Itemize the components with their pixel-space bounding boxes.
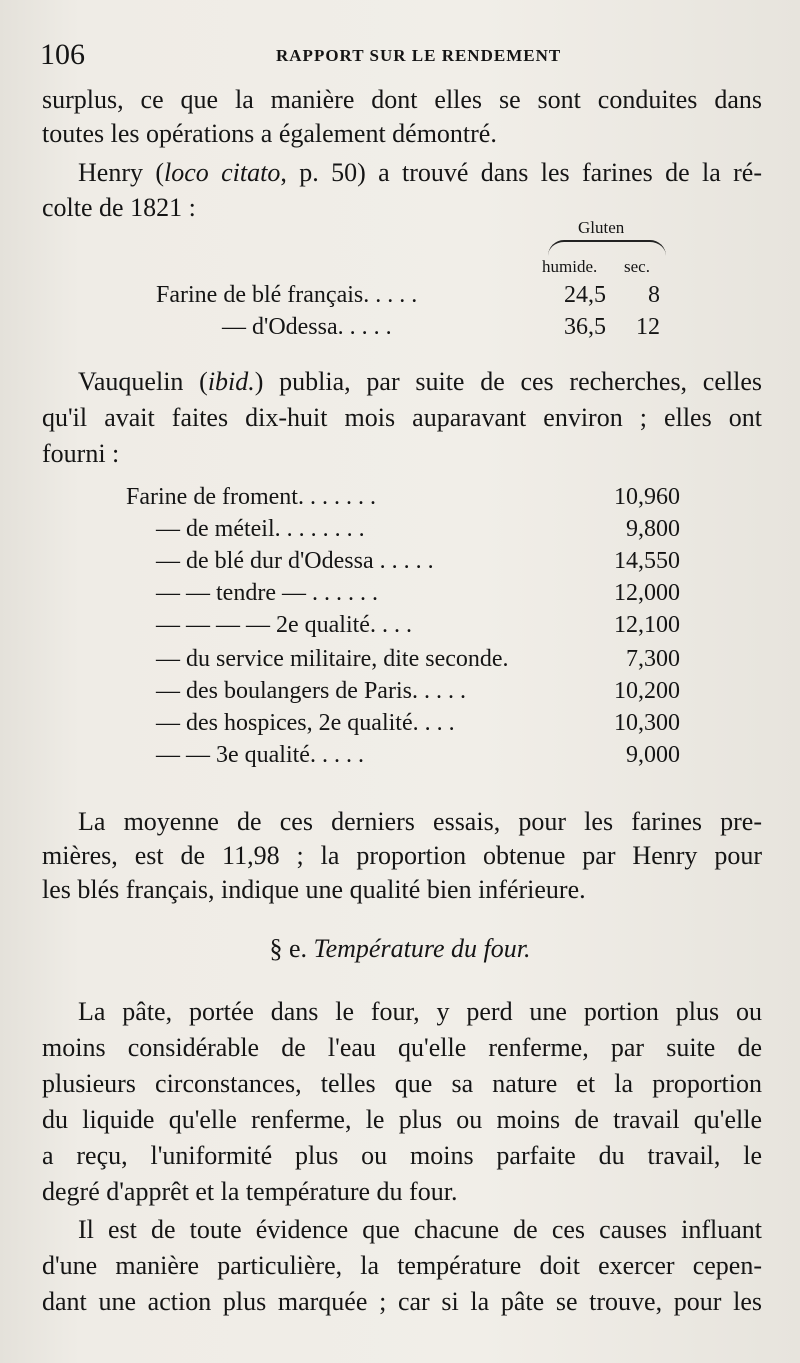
text-line: moins considérable de l'eau qu'elle renferme, par suite de [42, 1033, 762, 1062]
running-head [40, 38, 760, 72]
brace-mark [548, 240, 666, 256]
flour-row-label: — de méteil. . . . . . . . [156, 516, 365, 542]
text-line: qu'il avait faites dix-huit mois auparavant environ ; elles ont [42, 403, 762, 432]
flour-row-value: 10,960 [614, 484, 680, 510]
flour-row-label: — — tendre — . . . . . . [156, 580, 378, 606]
column-header-humide: humide. [542, 257, 598, 276]
flour-row-label: — — — — 2e qualité. . . . [156, 612, 412, 638]
page-number: 106 [40, 38, 85, 71]
table-row-label: — d'Odessa. . . . . [222, 314, 392, 340]
text-line: fourni : [42, 439, 120, 468]
flour-row-label: — des boulangers de Paris. . . . . [156, 678, 466, 704]
flour-row-value: 10,300 [614, 710, 680, 736]
running-title: RAPPORT SUR LE RENDEMENT [276, 46, 562, 65]
flour-row-value: 7,300 [626, 646, 680, 672]
text-line: toutes les opérations a également démontré. [42, 119, 497, 148]
flour-row-value: 9,800 [626, 516, 680, 542]
text-line: dant une action plus marquée ; car si la pâte se trouve, pour les [42, 1287, 762, 1316]
text-line: du liquide qu'elle renferme, le plus ou moins de travail qu'elle [42, 1105, 762, 1134]
table-cell-humide: 36,5 [564, 314, 606, 340]
gluten-header: Gluten [578, 218, 625, 237]
flour-row-label: — des hospices, 2e qualité. . . . [156, 710, 455, 736]
text-line: Henry (loco citato, p. 50) a trouvé dans les farines de la ré- [78, 158, 762, 187]
column-header-sec: sec. [624, 257, 650, 276]
table-cell-sec: 8 [648, 282, 660, 308]
text-line: La pâte, portée dans le four, y perd une portion plus ou [78, 997, 762, 1026]
flour-row-value: 14,550 [614, 548, 680, 574]
text-line: colte de 1821 : [42, 193, 196, 222]
flour-row-label: — de blé dur d'Odessa . . . . . [156, 548, 434, 574]
text-line: surplus, ce que la manière dont elles se sont conduites dans [42, 85, 762, 114]
text-line: Il est de toute évidence que chacune de ces causes influant [78, 1215, 762, 1244]
text-line: les blés français, indique une qualité bien inférieure. [42, 875, 586, 904]
text-line: a reçu, l'uniformité plus ou moins parfaite du travail, le [42, 1141, 762, 1170]
table-row-label: Farine de blé français. . . . . [156, 282, 418, 308]
text-line: mières, est de 11,98 ; la proportion obtenue par Henry pour [42, 841, 762, 870]
flour-row-label: Farine de froment. . . . . . . [126, 484, 376, 510]
table-cell-humide: 24,5 [564, 282, 606, 308]
text-line: d'une manière particulière, la température doit exercer cepen- [42, 1251, 762, 1280]
flour-row-value: 12,100 [614, 612, 680, 638]
flour-row-label: — du service militaire, dite seconde. [156, 646, 509, 672]
flour-row-value: 12,000 [614, 580, 680, 606]
flour-row-value: 10,200 [614, 678, 680, 704]
text-line: La moyenne de ces derniers essais, pour les farines pre- [78, 807, 762, 836]
text-line: degré d'apprêt et la température du four. [42, 1177, 458, 1206]
flour-row-value: 9,000 [626, 742, 680, 768]
text-line: Vauquelin (ibid.) publia, par suite de ces recherches, celles [78, 367, 762, 396]
table-cell-sec: 12 [636, 314, 660, 340]
section-heading: § e. Température du four. [269, 934, 531, 963]
text-line: plusieurs circonstances, telles que sa nature et la proportion [42, 1069, 762, 1098]
flour-row-label: — — 3e qualité. . . . . [156, 742, 364, 768]
